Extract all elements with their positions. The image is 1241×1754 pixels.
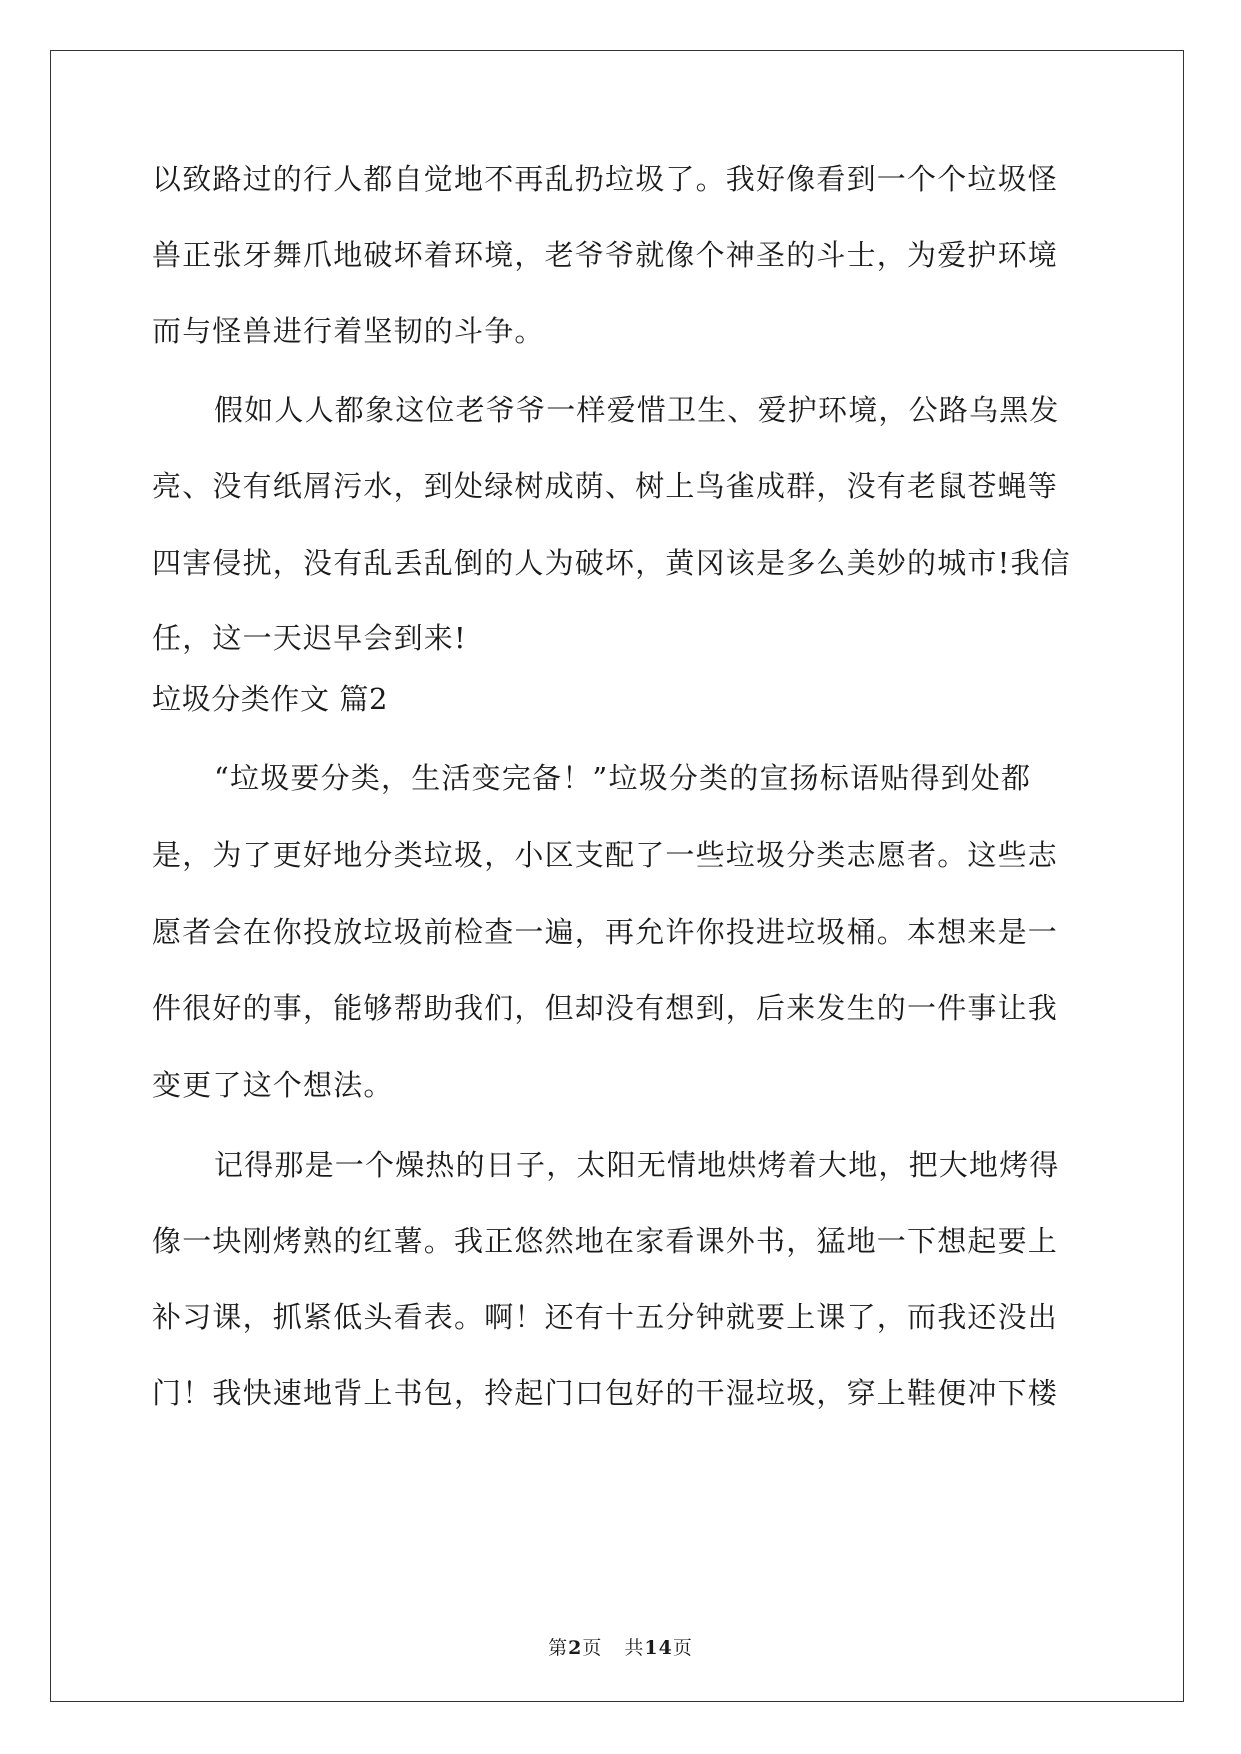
page-border xyxy=(50,50,1184,1702)
text-line: 任，这一天迟早会到来! xyxy=(152,621,467,655)
text-line: 变更了这个想法。 xyxy=(152,1068,394,1102)
text-line: 四害侵扰，没有乱丢乱倒的人为破坏，黄冈该是多么美妙的城市!我信 xyxy=(152,546,1071,580)
text-line: 像一块刚烤熟的红薯。我正悠然地在家看课外书，猛地一下想起要上 xyxy=(152,1224,1059,1258)
page-number: 2 xyxy=(568,1637,583,1659)
page-prefix: 第 xyxy=(548,1637,569,1659)
text-line: 以致路过的行人都自觉地不再乱扔垃圾了。我好像看到一个个垃圾怪 xyxy=(152,162,1059,196)
paragraph-first-line: 记得那是一个燥热的日子，太阳无情地烘烤着大地，把大地烤得 xyxy=(214,1148,1060,1182)
paragraph-first-line: “垃圾要分类，生活变完备！”垃圾分类的宣扬标语贴得到处都 xyxy=(214,761,1032,795)
page-suffix: 页 xyxy=(582,1637,603,1659)
text-line: 件很好的事，能够帮助我们，但却没有想到，后来发生的一件事让我 xyxy=(152,991,1059,1025)
text-line: 补习课，抓紧低头看表。啊！还有十五分钟就要上课了，而我还没出 xyxy=(152,1300,1059,1334)
text-line: 愿者会在你投放垃圾前检查一遍，再允许你投进垃圾桶。本想来是一 xyxy=(152,915,1059,949)
page-footer xyxy=(0,1633,1241,1660)
text-line: 兽正张牙舞爪地破坏着环境，老爷爷就像个神圣的斗士，为爱护环境 xyxy=(152,238,1059,272)
text-line: 门！我快速地背上书包，拎起门口包好的干湿垃圾，穿上鞋便冲下楼 xyxy=(152,1376,1059,1410)
paragraph-first-line: 假如人人都象这位老爷爷一样爱惜卫生、爱护环境，公路乌黑发 xyxy=(214,393,1060,427)
total-prefix: 共 xyxy=(624,1637,645,1659)
text-line: 而与怪兽进行着坚韧的斗争。 xyxy=(152,314,545,348)
section-heading: 垃圾分类作文 篇2 xyxy=(152,682,389,716)
text-line: 亮、没有纸屑污水，到处绿树成荫、树上鸟雀成群，没有老鼠苍蝇等 xyxy=(152,469,1059,503)
total-suffix: 页 xyxy=(672,1637,693,1659)
text-line: 是，为了更好地分类垃圾，小区支配了一些垃圾分类志愿者。这些志 xyxy=(152,838,1059,872)
page-total: 14 xyxy=(644,1637,673,1659)
